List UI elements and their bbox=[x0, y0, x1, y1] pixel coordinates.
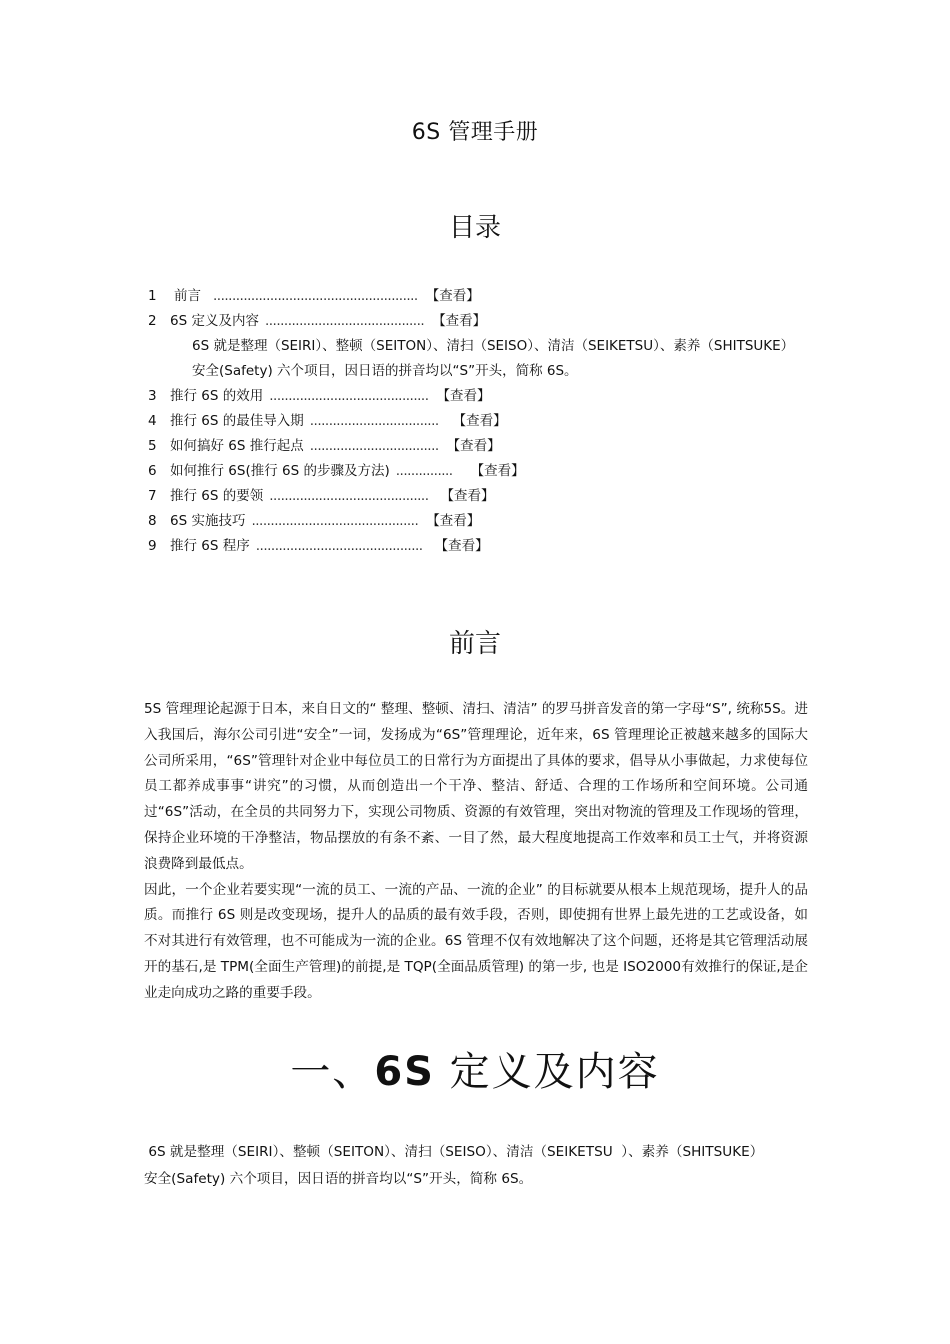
section-heading-suffix: 定义及内容 bbox=[434, 1049, 660, 1095]
toc-heading: 目录 bbox=[448, 213, 501, 243]
toc-view-link[interactable]: 【查看】 bbox=[432, 313, 487, 329]
toc-item-label: 前言 bbox=[174, 288, 201, 304]
toc-item-6 bbox=[148, 459, 828, 484]
table-of-contents bbox=[148, 284, 828, 559]
toc-item-7 bbox=[148, 484, 828, 509]
toc-item-number: 7 bbox=[148, 488, 157, 504]
toc-item-number: 5 bbox=[148, 438, 157, 454]
toc-item-label: 推行 6S 的效用 bbox=[170, 388, 264, 404]
toc-item-number: 3 bbox=[148, 388, 157, 404]
toc-item-5 bbox=[148, 434, 828, 459]
toc-item-label: 如何搞好 6S 推行起点 bbox=[170, 438, 304, 454]
toc-view-link[interactable]: 【查看】 bbox=[452, 413, 507, 429]
toc-item-2-note-line-1: 6S 就是整理（SEIRI）、整顿（SEITON）、清扫（SEISO）、清洁（SEIKETSU）、素养（SHITSUKE） bbox=[192, 338, 795, 354]
toc-item-9 bbox=[148, 534, 828, 559]
section-heading-bold: 6S bbox=[374, 1049, 435, 1095]
toc-item-number: 1 bbox=[148, 288, 157, 304]
toc-item-number: 4 bbox=[148, 413, 157, 429]
toc-leader-dots: .......................................... bbox=[269, 488, 429, 504]
toc-leader-dots: .......................................... bbox=[269, 388, 429, 404]
toc-item-number: 6 bbox=[148, 463, 157, 479]
toc-leader-dots: .......................................... bbox=[264, 313, 425, 329]
toc-item-label: 如何推行 6S(推行 6S 的步骤及方法) bbox=[170, 463, 390, 479]
toc-item-2 bbox=[148, 309, 828, 334]
preface-paragraph-1: 5S 管理理论起源于日本，来自日文的“ 整理、整顿、清扫、清洁” 的罗马拼音发音的第一字母“S”, 统称5S。进入我国后，海尔公司引进“安全”一词，发扬成为“6S”管理理论，近年来，6S 管理理论正被越来越多的国际大公司所采用，“6S”管理针对企业中每位员工的日常行为方面提出了具体的要求，倡导从小事做起，力求使每位员工都养成事事“讲究”的习惯，从而创造出一个干净、整洁、舒适、合理的工作场所和空间环境。公司通过“6S”活动，在全员的共同努力下，实现公司物质、资源的有效管理，突出对物流的管理及工作现场的管理，保持企业环境的干净整洁，物品摆放的有条不紊、一目了然，最大程度地提高工作效率和员工士气，并将资源浪费降到最低点。 bbox=[144, 701, 808, 872]
definition-line-1: 6S 就是整理（SEIRI）、整顿（SEITON）、清扫（SEISO）、清洁（SEIKETSU ）、素养（SHITSUKE） bbox=[144, 1144, 764, 1160]
preface-body bbox=[144, 697, 808, 1007]
toc-view-link[interactable]: 【查看】 bbox=[470, 463, 525, 479]
toc-item-4 bbox=[148, 409, 828, 434]
section-1-body bbox=[144, 1139, 808, 1193]
toc-item-label: 推行 6S 的最佳导入期 bbox=[170, 413, 304, 429]
toc-item-label: 推行 6S 的要领 bbox=[170, 488, 264, 504]
toc-item-number: 8 bbox=[148, 513, 157, 529]
toc-item-label: 推行 6S 程序 bbox=[170, 538, 250, 554]
document-title: 6S 管理手册 bbox=[411, 120, 539, 145]
toc-view-link[interactable]: 【查看】 bbox=[436, 388, 491, 404]
toc-view-link[interactable]: 【查看】 bbox=[434, 538, 489, 554]
toc-view-link[interactable]: 【查看】 bbox=[446, 438, 501, 454]
toc-item-1 bbox=[148, 284, 828, 309]
toc-item-3 bbox=[148, 384, 828, 409]
preface-paragraph-2: 因此，一个企业若要实现“一流的员工、一流的产品、一流的企业” 的目标就要从根本上规范现场，提升人的品质。而推行 6S 则是改变现场，提升人的品质的最有效手段，否则，即使拥有世界上最先进的工艺或设备，如不对其进行有效管理，也不可能成为一流的企业。6S 管理不仅有效地解决了这个问题，还将是其它管理活动展开的基石,是 TPM(全面生产管理)的前提,是 TQP(全面品质管理) 的第一步, 也是 ISO2000有效推行的保证,是企业走向成功之路的重要手段。 bbox=[144, 881, 808, 1001]
toc-item-label: 6S 定义及内容 bbox=[170, 313, 259, 329]
preface-heading: 前言 bbox=[448, 629, 501, 659]
toc-leader-dots: .................................. bbox=[309, 413, 439, 429]
toc-leader-dots: ............................................ bbox=[255, 538, 423, 554]
toc-item-number: 9 bbox=[148, 538, 157, 554]
toc-leader-dots: ............... bbox=[395, 463, 453, 479]
toc-view-link[interactable]: 【查看】 bbox=[426, 513, 481, 529]
toc-item-8 bbox=[148, 509, 828, 534]
toc-item-label: 6S 实施技巧 bbox=[170, 513, 246, 529]
toc-view-link[interactable]: 【查看】 bbox=[425, 288, 480, 304]
toc-item-number: 2 bbox=[148, 313, 157, 329]
section-heading-prefix: 一、 bbox=[290, 1049, 375, 1095]
toc-leader-dots: ............................................ bbox=[251, 513, 419, 529]
toc-leader-dots: .................................. bbox=[309, 438, 439, 454]
toc-view-link[interactable]: 【查看】 bbox=[440, 488, 495, 504]
definition-line-2: 安全(Safety) 六个项目，因日语的拼音均以“S”开头，简称 6S。 bbox=[144, 1171, 533, 1187]
toc-item-2-note-line-2: 安全(Safety) 六个项目，因日语的拼音均以“S”开头，简称 6S。 bbox=[192, 363, 578, 379]
toc-leader-dots: ...................................................... bbox=[213, 288, 418, 304]
section-1-heading bbox=[0, 1044, 950, 1100]
